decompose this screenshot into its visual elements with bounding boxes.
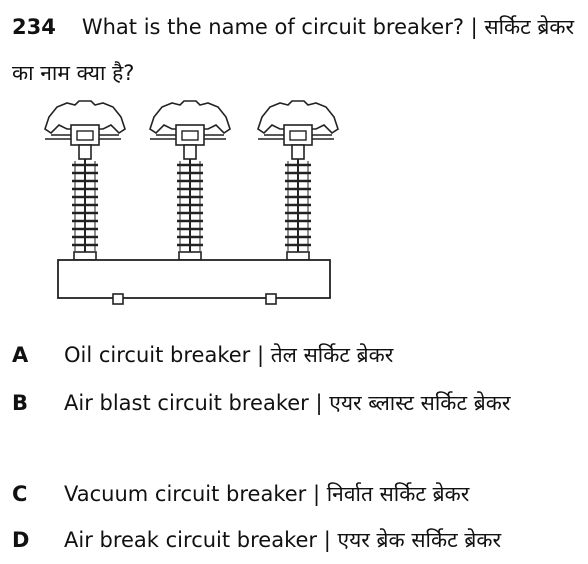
question (12, 4, 584, 96)
option-letter: A (12, 343, 29, 367)
option-d[interactable] (12, 518, 584, 562)
question-text: What is the name of circuit breaker? | सर्किट ब्रेकर का नाम क्या है? (12, 15, 575, 85)
air-break-circuit-breaker-diagram-icon (30, 95, 340, 315)
option-b[interactable] (12, 381, 584, 425)
option-text: Air blast circuit breaker | एयर ब्लास्ट सर्किट ब्रेकर (64, 391, 511, 415)
option-letter: C (12, 482, 28, 506)
option-text: Vacuum circuit breaker | निर्वात सर्किट ब्रेकर (64, 482, 470, 506)
option-c[interactable] (12, 472, 584, 516)
question-number: 234 (12, 15, 56, 39)
option-text: Air break circuit breaker | एयर ब्रेक सर्किट ब्रेकर (64, 528, 502, 552)
option-letter: B (12, 391, 29, 415)
circuit-breaker-figure (30, 95, 340, 315)
option-a[interactable] (12, 333, 584, 377)
option-letter: D (12, 528, 30, 552)
option-text: Oil circuit breaker | तेल सर्किट ब्रेकर (64, 343, 394, 367)
